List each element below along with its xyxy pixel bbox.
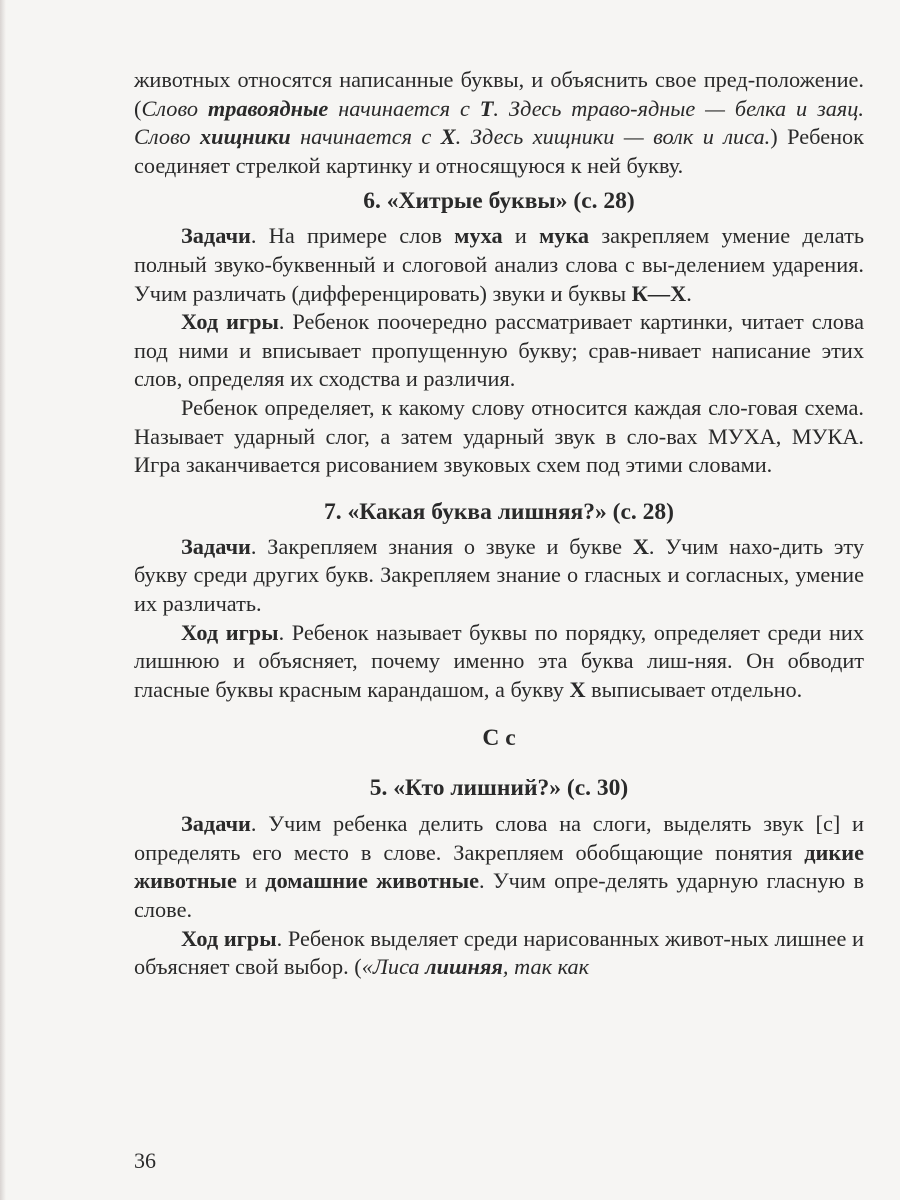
page-edge (0, 0, 6, 1200)
intro-paragraph (134, 66, 864, 180)
text-run: . Здесь хищники — волк и лиса. (455, 124, 771, 150)
text-run: . На примере слов (250, 223, 455, 249)
text-run: , так как (502, 954, 590, 980)
text-run: Т (479, 95, 494, 121)
text-run: ) Ребенок соединяет стрелкой картинку и относящуюся к ней букву. (134, 124, 865, 178)
text-run: мука (539, 223, 590, 249)
section-5-game (134, 925, 864, 982)
text-run: . Ребенок поочередно рассматривает картинки, читает слова под ними и вписывает пропущенную букву; срав-нивает написание этих слов, определяя их сходства и различия. (134, 309, 864, 392)
section-6-extra (134, 394, 864, 480)
text-run: Х (569, 676, 586, 702)
text-run: Ход игры (181, 619, 279, 645)
text-run: . Учим нахо-дить эту букву среди других букв. Закрепляем знание о гласных и согласных, умение их различать. (134, 533, 864, 616)
text-run: лишняя (425, 954, 503, 980)
text-run: домашние животные (265, 868, 479, 894)
text-run: начинается с (328, 95, 480, 121)
text-run: и (236, 868, 266, 894)
section-6-tasks (134, 222, 864, 308)
text-run: К—Х (631, 280, 687, 306)
text-run: «Лиса (361, 954, 426, 980)
section-5-heading: 5. «Кто лишний?» (с. 30) (369, 775, 629, 802)
text-run: . (686, 280, 692, 306)
page-body (134, 66, 864, 982)
text-run: Задачи (181, 533, 251, 559)
text-run: Ход игры (181, 309, 279, 335)
text-run: дикие животные (134, 839, 864, 894)
text-run: хищники (200, 124, 291, 150)
text-run: начинается с (290, 124, 441, 150)
text-run: животных относятся написанные буквы, и объяснить свое пред-положение. ( (134, 67, 864, 121)
page-number: 36 (134, 1148, 156, 1173)
text-run: Задачи (181, 811, 251, 837)
section-7-game (134, 619, 864, 705)
text-run: . Ребенок выделяет среди нарисованных живот-ных лишнее и объясняет свой выбор. ( (134, 925, 864, 980)
text-run: Задачи (181, 223, 251, 249)
text-run: и (502, 223, 540, 249)
text-run: . Ребенок называет буквы по порядку, определяет среди них лишнюю и объясняет, почему именно эта буква лиш-няя. Он обводит гласные буквы красным карандашом, а букву (134, 619, 865, 702)
section-6-heading: 6. «Хитрые буквы» (с. 28) (363, 188, 635, 215)
text-run: травоядные (207, 95, 329, 121)
text-run: . Закрепляем знания о звуке и букве (250, 533, 633, 559)
text-run: Ребенок определяет, к какому слову относится каждая сло-говая схема. Называет ударный слог, а затем ударный звук в сло-вах МУХА, МУКА. Игра заканчивается рисованием звуковых схем под этими словами. (134, 394, 864, 478)
text-run: Х (440, 124, 456, 150)
text-run: . Здесь траво-ядные — белка и заяц. Слово (134, 95, 865, 150)
text-run: выписывает отдельно. (585, 676, 803, 702)
text-run: закрепляем умение делать полный звуко-буквенный и слоговой анализ слова с вы-делением ударения. Учим различать (дифференцировать) звуки и буквы (134, 223, 864, 306)
text-run: . Учим ребенка делить слова на слоги, выделять звук [с] и определять его место в слове. Закрепляем обобщающие понятия (134, 811, 864, 865)
text-run: Х (632, 533, 649, 559)
section-6-game (134, 308, 864, 394)
text-run: . Учим опре-делять ударную гласную в слове. (134, 868, 864, 923)
section-7-tasks (134, 533, 864, 619)
text-run: Слово (141, 95, 208, 121)
section-7-heading: 7. «Какая буква лишняя?» (с. 28) (324, 498, 674, 525)
text-run: муха (454, 223, 503, 249)
text-run: Ход игры (181, 925, 277, 951)
section-5-tasks (134, 810, 864, 924)
letter-heading: С с (482, 725, 516, 752)
